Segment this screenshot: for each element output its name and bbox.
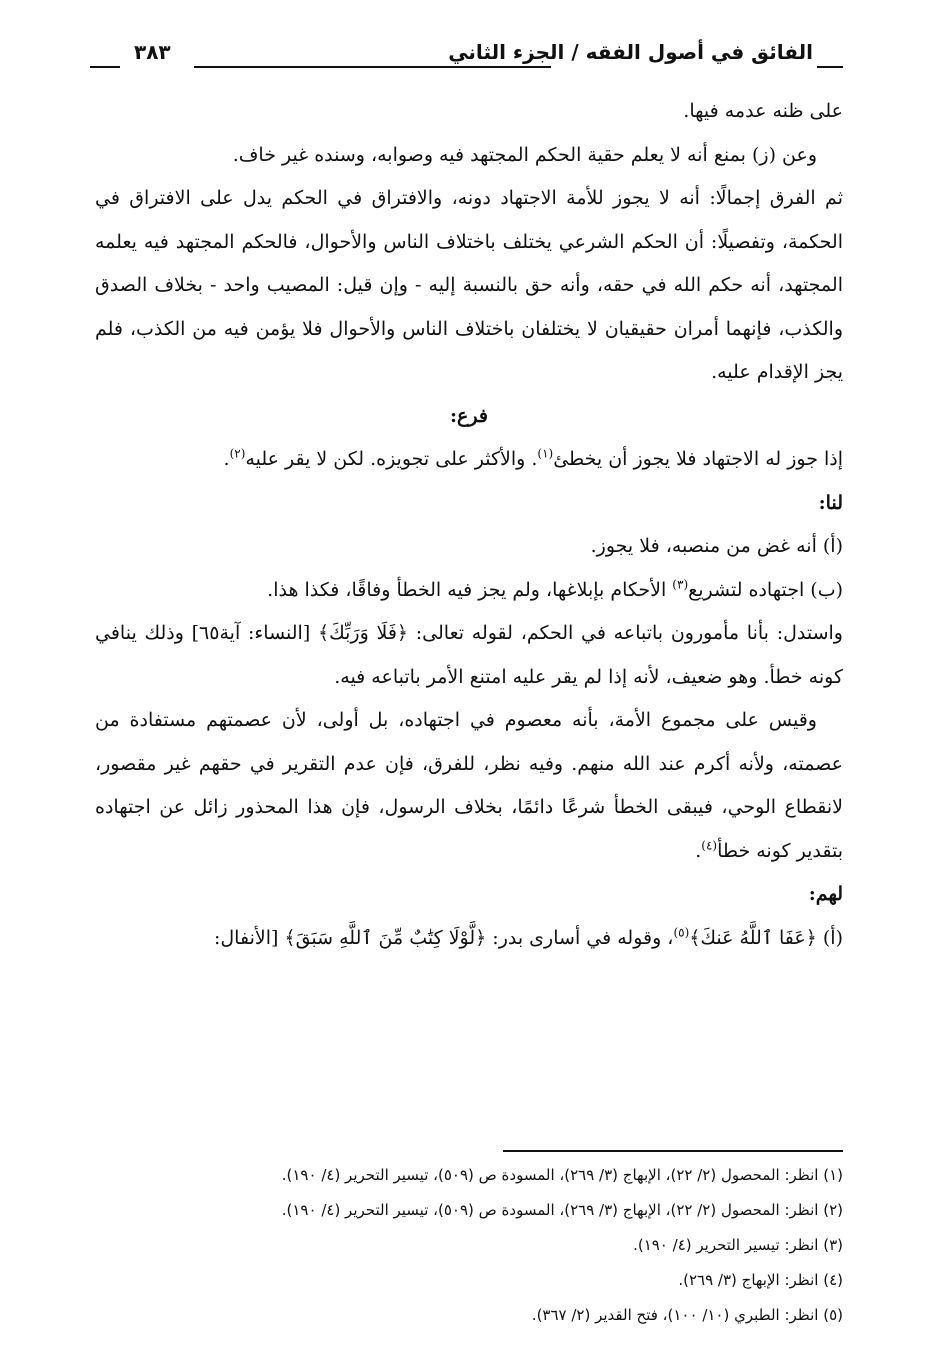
footnote-ref-2: (٢) [229,446,246,461]
paragraph-4-part-b: . والأكثر على تجويزه. لكن لا يقر عليه [245,448,538,470]
paragraph-2: وعن (ز) بمنع أنه لا يعلم حقية الحكم المجتهد فيه وصوابه، وسنده غير خاف. [232,143,817,166]
footnotes [95,1158,843,1333]
header-dash-left [90,66,120,68]
footnote-1: (١) انظر: المحصول (٢/ ٢٢)، الإبهاج (٣/ ٢٦٩)، المسودة ص (٥٠٩)، تيسير التحرير (٤/ ١٩٠). [281,1166,843,1184]
paragraph-6 [95,699,843,873]
item-b-part-2: الأحكام بإبلاغها، ولم يجز فيه الخطأ وفاقًا، فكذا هذا. [267,578,673,601]
footnote-ref-3: (٣) [672,577,689,592]
paragraph-6-part-a: وقيس على مجموع الأمة، بأنه معصوم في اجتهاده، بل أولى، لأن عصمتهم مستفادة من عصمته، ولأنه أكرم عند الله منهم. وفيه نظر، للفرق، فإن عدم التقرير في حقهم غير مقصور، لانقطاع الوحي، فيبقى الخطأ شرعًا دائمًا، بخلاف الرسول، فإن هذا المحذور زائل عن اجتهاده بتقدير كونه خطأ [95,709,843,862]
footnote-2: (٢) انظر: المحصول (٢/ ٢٢)، الإبهاج (٣/ ٢٦٩)، المسودة ص (٥٠٩)، تيسير التحرير (٤/ ١٩٠). [281,1201,843,1219]
header-title: الفائق في أصول الفقه / الجزء الثاني [448,40,813,64]
item-c-part-1: (أ) ﴿عَفَا ٱللَّهُ عَنكَ﴾ [689,926,843,949]
section-heading: فرع: [450,404,488,427]
item-b-part-1: (ب) اجتهاده لتشريع [688,578,843,601]
paragraph-6-part-b: . [695,839,702,862]
running-header [90,40,843,80]
item-a: (أ) أنه غض من منصبه، فلا يجوز. [590,535,843,557]
lana-heading: لنا: [818,491,843,514]
page-number: ٣٨٣ [134,40,171,64]
paragraph-5: واستدل: بأنا مأمورون باتباعه في الحكم، لقوله تعالى: ﴿فَلَا وَرَبِّكَ﴾ [النساء: آية٦٥] وذلك ينافي كونه خطأ. وهو ضعيف، لأنه إذا لم يقر عليه امتنع الأمر باتباعه فيه. [95,622,843,688]
paragraph-4 [95,438,843,482]
item-c-part-2: ، وقوله في أسارى بدر: ﴿لَّوْلَا كِتَٰبٌ مِّنَ ٱللَّهِ سَبَقَ﴾ [الأنفال: [213,926,674,949]
footnote-3: (٣) انظر: تيسير التحرير (٤/ ١٩٠). [633,1236,843,1254]
header-dash-right [817,66,843,68]
footnote-ref-4: (٤) [701,838,718,853]
item-c [95,917,843,961]
header-rule [194,66,551,68]
paragraph-1: على ظنه عدمه فيها. [683,100,843,122]
paragraph-4-part-a: إذا جوز له الاجتهاد فلا يجوز أن يخطئ [553,448,843,470]
main-text [95,90,843,960]
footnote-4: (٤) انظر: الإبهاج (٣/ ٢٦٩). [678,1271,843,1289]
item-b [95,569,843,613]
paragraph-3: ثم الفرق إجمالًا: أنه لا يجوز للأمة الاجتهاد دونه، والافتراق في الحكم يدل على الافتراق في الحكمة، وتفصيلًا: أن الحكم الشرعي يختلف باختلاف الناس والأحوال، فالحكم المجتهد فيه يعلمه المجتهد، أنه حكم الله في حقه، وأنه حق بالنسبة إليه - وإن قيل: المصيب واحد - بخلاف الصدق والكذب، فإنهما أمران حقيقيان لا يختلفان باختلاف الناس والأحوال فلا يؤمن فيه من الكذب، فلم يجز الإقدام عليه. [95,187,843,383]
footnote-ref-1: (١) [537,446,554,461]
lahum-heading: لهم: [808,883,843,905]
paragraph-4-part-c: . [223,448,230,470]
footnote-5: (٥) انظر: الطبري (١٠/ ١٠٠)، فتح القدير (٢/ ٣٦٧). [531,1306,843,1324]
footnote-ref-5: (٥) [673,925,690,940]
footnote-separator [503,1150,843,1152]
